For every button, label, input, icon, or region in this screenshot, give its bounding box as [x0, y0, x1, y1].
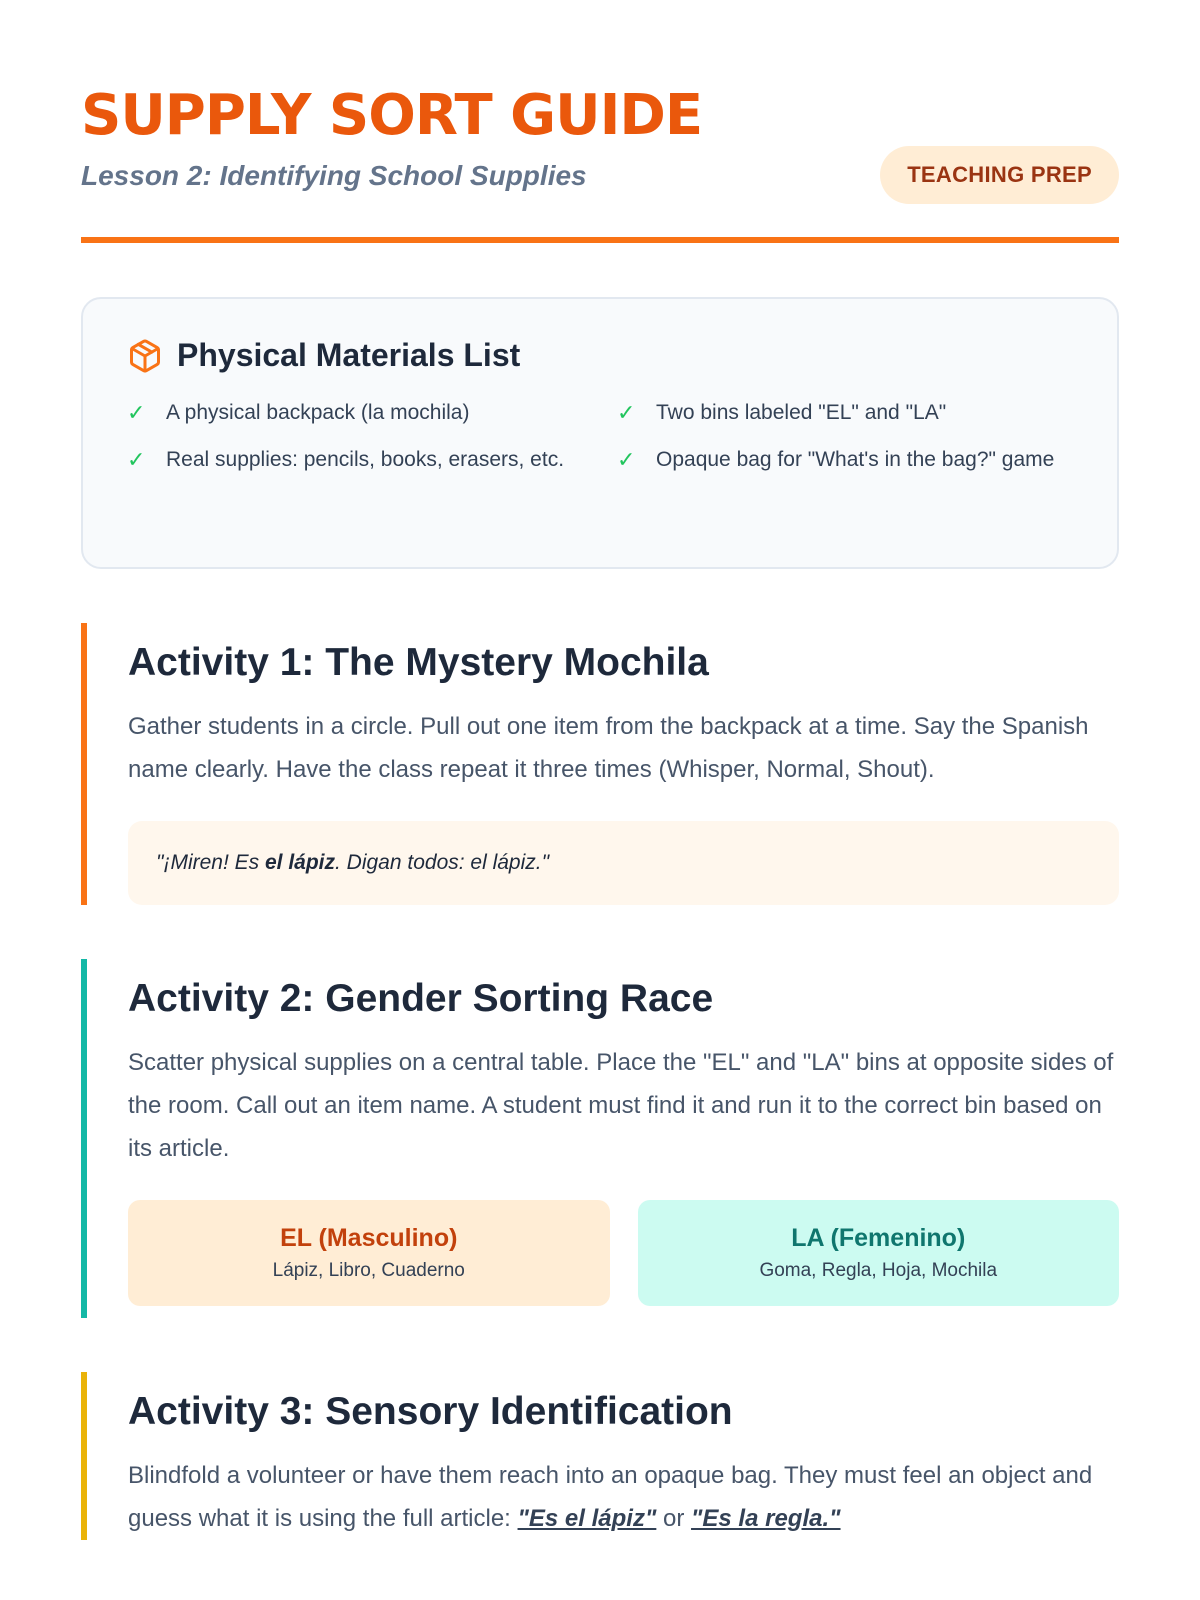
activity-3-accent-bar [81, 1372, 87, 1540]
materials-card [81, 297, 1119, 569]
materials-header [127, 337, 1073, 374]
bin-el [128, 1200, 610, 1306]
materials-title: Physical Materials List [177, 337, 521, 373]
page-subtitle: Lesson 2: Identifying School Supplies [81, 160, 587, 191]
activity-2-description: Scatter physical supplies on a central table. Place the "EL" and "LA" bins at opposite sides of the room. Call out an item name. A student must find it and run it to the correct bin based on its article. [128, 1049, 1114, 1162]
activity-2-title: Activity 2: Gender Sorting Race [128, 977, 714, 1020]
activity-3-description: Blindfold a volunteer or have them reach into an opaque bag. They must feel an object and guess what it is using the full article: "Es el lápiz" or "Es la regla." [128, 1462, 1093, 1532]
materials-list [127, 396, 1073, 490]
activity-1-description: Gather students in a circle. Pull out one item from the backpack at a time. Say the Spanish name clearly. Have the class repeat it three times (Whisper, Normal, Shout). [128, 713, 1089, 783]
activity-1-title: Activity 1: The Mystery Mochila [128, 641, 709, 684]
bin-la-label: LA (Femenino) [791, 1224, 966, 1252]
activity-1-accent-bar [81, 623, 87, 905]
activity-1-section [81, 623, 1119, 905]
package-icon [127, 338, 163, 374]
check-icon: ✓ [127, 400, 146, 425]
check-icon: ✓ [617, 447, 636, 472]
bin-la-words: Goma, Regla, Hoja, Mochila [759, 1260, 998, 1281]
sorting-bins [128, 1200, 1119, 1318]
activity-3-title: Activity 3: Sensory Identification [128, 1390, 733, 1433]
example-phrase-el: "Es el lápiz" [517, 1505, 657, 1532]
bin-la [638, 1200, 1120, 1306]
activity-2-accent-bar [81, 959, 87, 1318]
header [81, 0, 1119, 243]
material-item: ✓ Real supplies: pencils, books, erasers, etc. [127, 443, 617, 476]
example-phrase-la: "Es la regla." [691, 1505, 841, 1532]
material-item: ✓ Opaque bag for "What's in the bag?" game [617, 443, 1087, 476]
check-icon: ✓ [127, 447, 146, 472]
material-item: ✓ Two bins labeled "EL" and "LA" [617, 396, 1087, 429]
activity-1-quote: "¡Miren! Es el lápiz. Digan todos: el lápiz." [128, 821, 1119, 905]
material-item: ✓ A physical backpack (la mochila) [127, 396, 617, 429]
teaching-prep-badge: TEACHING PREP [880, 146, 1119, 204]
page-title: SUPPLY SORT GUIDE [81, 83, 703, 148]
activity-3-section [81, 1372, 1119, 1540]
bin-el-words: Lápiz, Libro, Cuaderno [272, 1260, 465, 1281]
bin-el-label: EL (Masculino) [280, 1224, 458, 1252]
check-icon: ✓ [617, 400, 636, 425]
activity-2-section [81, 959, 1119, 1318]
